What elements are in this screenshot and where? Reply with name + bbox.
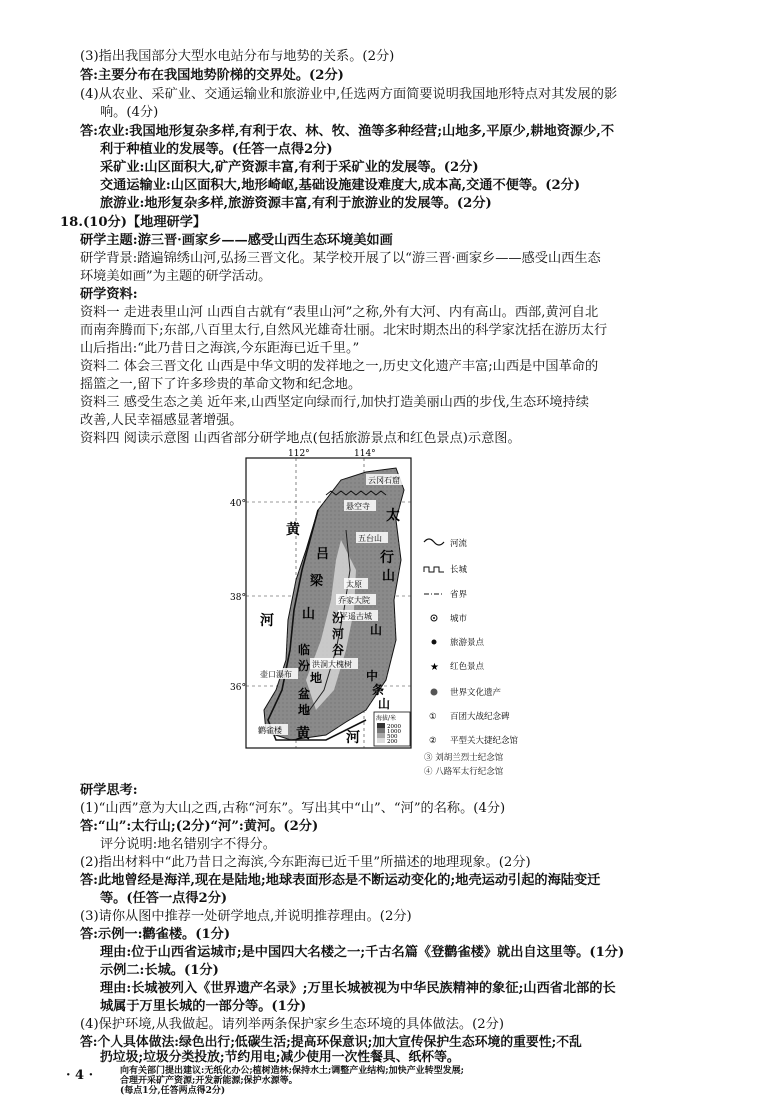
label-shan3: 山 (378, 697, 391, 711)
question-4: (4)从农业、采矿业、交通运输业和旅游业中,任选两方面简要说明我国地形特点对其发展的影 (80, 87, 618, 102)
label-shan4: 山 (370, 623, 383, 637)
research-background-cont: 环境美如画”为主题的研学活动。 (80, 269, 272, 284)
legend-red-icon: ★ (430, 662, 439, 673)
legend-heritage-icon (431, 689, 438, 696)
place-xuankong: 悬空寺 (346, 502, 370, 511)
label-zhong: 中 (366, 669, 379, 683)
elevation-title: 海拔/米 (376, 715, 397, 722)
label-fen: 汾 (332, 611, 345, 625)
svg-text:①: ① (429, 712, 437, 722)
think-q1: (1)“山西”意为大山之西,古称“河东”。写出其中“山”、“河”的名称。(4分) (80, 801, 506, 816)
svg-text:1000: 1000 (387, 729, 401, 735)
research-materials-title: 研学资料: (80, 287, 138, 302)
question-18-header: 18.(10分)【地理研学】 (60, 215, 207, 230)
think-a2: 答:此地曾经是海洋,现在是陆地;地球表面形态是不断运动变化的;地壳运动引起的海陆变迁 (80, 873, 601, 888)
legend-border: 省界 (450, 590, 468, 600)
svg-text:2000: 2000 (387, 724, 401, 730)
label-fen2: 汾 (298, 659, 311, 673)
legend-scenic-icon (432, 640, 437, 645)
legend-scenic: 旅游景点 (450, 638, 485, 648)
legend-city: 城市 (450, 614, 468, 624)
think-title: 研学思考: (80, 783, 138, 798)
think-a3-reason2: 理由:长城被列入《世界遗产名录》;万里长城被视为中华民族精神的象征;山西省北部的长 (100, 981, 616, 996)
legend-wall-icon (424, 567, 444, 572)
material-1-cont2: 山后指出:“此乃昔日之海滨,今东距海已近千里。” (80, 341, 360, 356)
place-qiao: 乔家大院 (338, 596, 370, 605)
legend-heritage: 世界文化遗产 (450, 688, 502, 698)
legend-pingxingguan: 平型关大捷纪念馆 (450, 736, 519, 746)
shanxi-map-figure (230, 449, 546, 760)
legend-river-icon (424, 539, 444, 545)
answer-3: 答:主要分布在我国地势阶梯的交界处。(2分) (80, 68, 344, 83)
material-3-cont: 改善,人民幸福感显著增强。 (80, 413, 243, 428)
label-he2: 河 (332, 627, 345, 641)
lat-label-36: 36° (230, 683, 246, 693)
think-q3: (3)请你从图中推荐一处研学地点,并说明推荐理由。(2分) (80, 909, 412, 924)
think-q4: (4)保护环境,从我做起。请列举两条保护家乡生态环境的具体做法。(2分) (80, 1017, 504, 1032)
legend-baituan: 百团大战纪念碑 (450, 712, 510, 722)
material-3: 资料三 感受生态之美 近年来,山西坚定向绿而行,加快打造美丽山西的步伐,生态环境持续 (80, 395, 589, 410)
question-3: (3)指出我国部分大型水电站分布与地势的关系。(2分) (80, 49, 395, 64)
answer-4-transport: 交通运输业:山区面积大,地形崎岖,基础设施建设难度大,成本高,交通不便等。(2分) (100, 178, 581, 193)
label-shan2: 山 (382, 569, 396, 584)
label-hang: 行 (380, 550, 394, 566)
legend-wall: 长城 (450, 565, 468, 575)
legend-3: ③ 刘胡兰烈士纪念馆 (424, 753, 504, 763)
label-liang: 梁 (310, 574, 324, 589)
answer-4: 答:农业:我国地形复杂多样,有利于农、林、牧、渔等多种经营;山地多,平原少,耕地资源少,不 (80, 124, 615, 139)
label-huang: 黄 (286, 522, 300, 538)
label-lv: 吕 (316, 547, 330, 562)
lat-label-40: 40° (230, 499, 246, 509)
place-hukou: 壶口瀑布 (260, 670, 292, 679)
research-background: 研学背景:踏遍锦绣山河,弘扬三晋文化。某学校开展了以“游三晋·画家乡——感受山西生态 (80, 251, 601, 266)
label-tai: 太 (386, 508, 400, 524)
svg-text:200: 200 (387, 739, 398, 745)
legend-river: 河流 (450, 539, 468, 549)
place-pingyao: 平遥古城 (340, 612, 372, 621)
lon-label-114: 114° (354, 449, 376, 459)
label-he: 河 (260, 613, 274, 629)
legend-red: 红色景点 (450, 662, 485, 672)
label-pen: 盆 (298, 687, 311, 701)
label-he3: 河 (346, 730, 360, 746)
page-number: · 4 · (66, 1068, 94, 1083)
think-a3-reason1: 理由:位于山西省运城市;是中国四大名楼之一;千古名篇《登鹳雀楼》就出自这里等。(1分) (100, 945, 625, 960)
label-shan: 山 (302, 607, 316, 622)
research-theme: 研学主题:游三晋·画家乡——感受山西生态环境美如画 (80, 233, 393, 248)
answer-4-cont: 利于种植业的发展等。(任答一点得2分) (100, 142, 333, 157)
label-lin: 临 (298, 643, 311, 657)
legend-4: ④ 八路军太行纪念馆 (424, 767, 504, 777)
material-1: 资料一 走进表里山河 山西自古就有“表里山河”之称,外有大河、内有高山。西部,黄河自北 (80, 305, 599, 320)
label-gu: 谷 (332, 643, 345, 657)
think-a3-reason2-cont: 城属于万里长城的一部分等。(1分) (100, 999, 307, 1014)
think-q2: (2)指出材料中“此乃昔日之海滨,今东距海已近千里”所描述的地理现象。(2分) (80, 855, 531, 870)
think-a3-example2: 示例二:长城。(1分) (100, 963, 219, 978)
label-huang2: 黄 (296, 726, 310, 742)
lon-label-112: 112° (288, 449, 310, 459)
question-4-cont: 响。(4分) (100, 105, 159, 120)
place-taiyuan: 太原 (346, 580, 362, 589)
think-a4-cont: 扔垃圾;垃圾分类投放;节约用电;减少使用一次性餐具、纸杯等。 (100, 1050, 460, 1065)
svg-text:500: 500 (387, 734, 398, 740)
place-wutai: 五台山 (358, 534, 382, 543)
overflow-lines: 向有关部门提出建议:无纸化办公;植树造林;保持水土;调整产业结构;加快产业转型发展; 合理开采矿产资源;开发新能源;保护水源等。 (每点1分,任答两点得2分) (120, 1066, 464, 1096)
place-guanque: 鹳雀楼 (258, 726, 282, 735)
think-a1: 答:“山”:太行山;(2分)“河”:黄河。(2分) (80, 819, 319, 834)
material-2-cont: 摇篮之一,留下了许多珍贵的革命文物和纪念地。 (80, 377, 362, 392)
lat-label-38: 38° (230, 593, 246, 603)
material-4: 资料四 阅读示意图 山西省部分研学地点(包括旅游景点和红色景点)示意图。 (80, 431, 521, 446)
think-a3: 答:示例一:鹳雀楼。(1分) (80, 927, 231, 942)
map-legend (424, 538, 519, 746)
svg-text:②: ② (429, 736, 437, 746)
material-1-cont: 而南奔腾而下;东部,八百里太行,自然风光雄奇壮丽。北宋时期杰出的科学家沈括在游历太行 (80, 323, 608, 338)
place-yungang: 云冈石窟 (368, 476, 400, 485)
label-di: 地 (310, 671, 323, 685)
think-a4: 答:个人具体做法:绿色出行;低碳生活;提高环保意识;加大宣传保护生态环境的重要性;不乱 (80, 1035, 582, 1050)
material-2: 资料二 体会三晋文化 山西是中华文明的发祥地之一,历史文化遗产丰富;山西是中国革命的 (80, 359, 599, 374)
label-tiao: 条 (372, 683, 385, 697)
think-a2-cont: 等。(任答一点得2分) (100, 891, 228, 906)
label-di2: 地 (298, 703, 311, 717)
place-hongdong: 洪洞大槐树 (312, 660, 352, 669)
think-a1-note: 评分说明:地名错别字不得分。 (100, 837, 276, 852)
answer-4-mining: 采矿业:山区面积大,矿产资源丰富,有利于采矿业的发展等。(2分) (100, 160, 479, 175)
answer-4-tourism: 旅游业:地形复杂多样,旅游资源丰富,有利于旅游业的发展等。(2分) (100, 196, 492, 211)
